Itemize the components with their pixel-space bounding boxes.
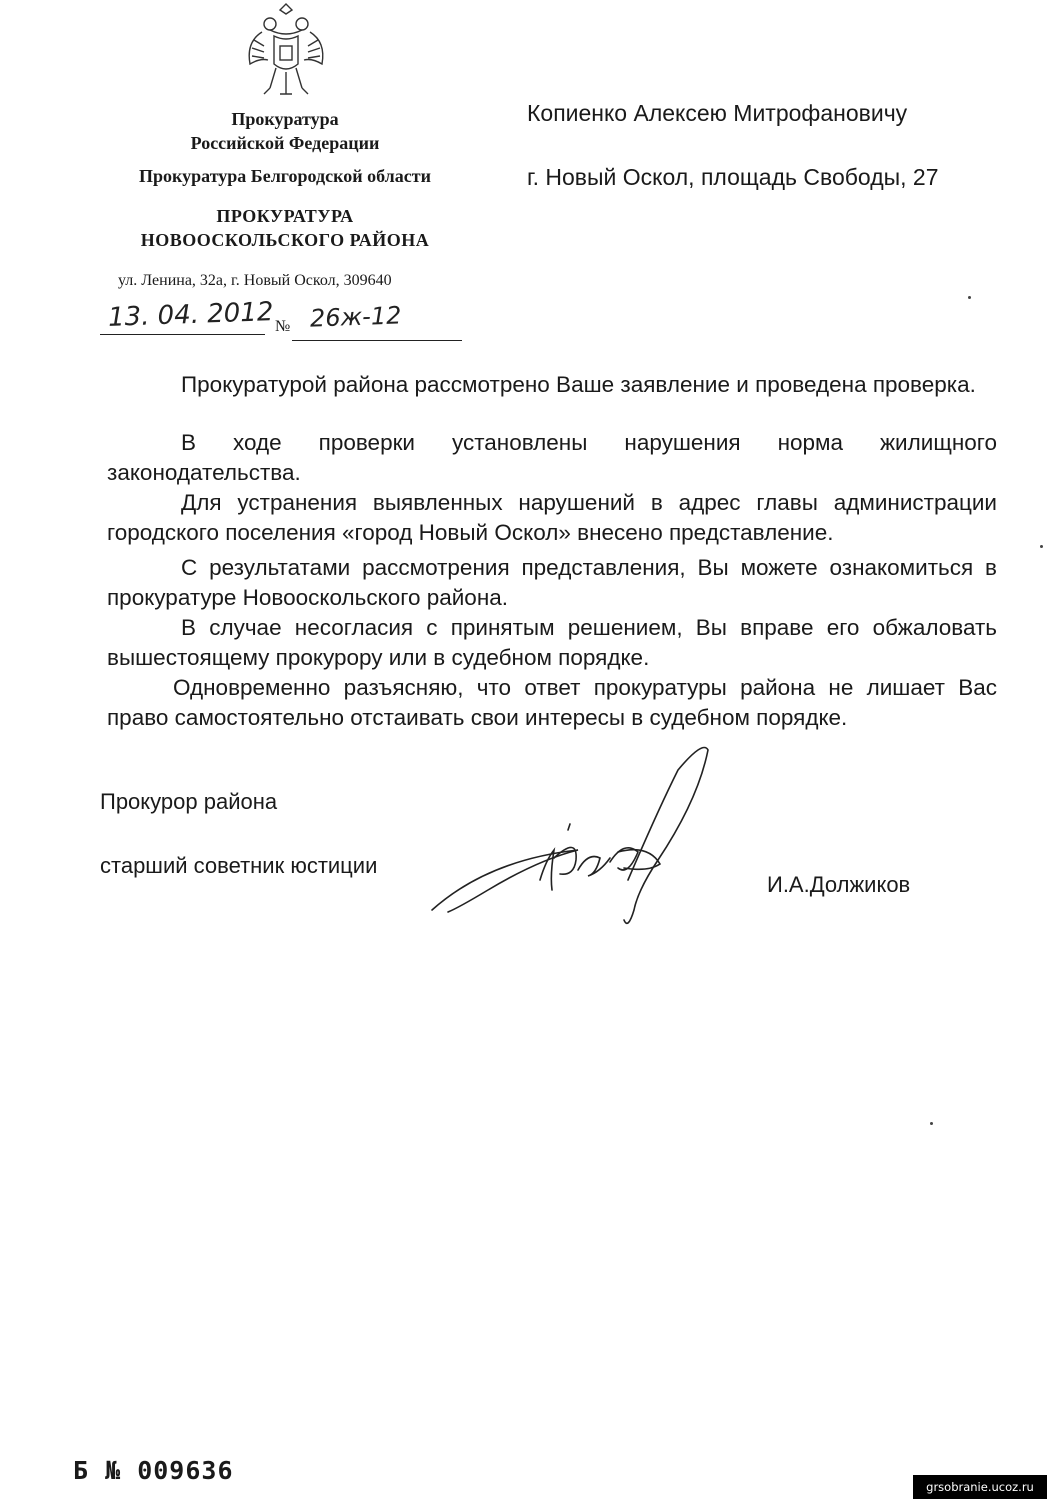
org-name-line: Прокуратура Белгородской области <box>139 166 431 186</box>
signer-name: И.А.Должиков <box>767 872 911 897</box>
body-paragraph: Одновременно разъясняю, что ответ прокуратуры района не лишает Вас право самостоятельно отстаивать свои интересы в судебном порядке. <box>107 675 997 730</box>
handwritten-date: 13. 04. 2012 <box>107 297 274 333</box>
recipient-address: г. Новый Оскол, площадь Свободы, 27 <box>527 164 939 190</box>
handwritten-reg-number: 26ж-12 <box>309 301 402 333</box>
coat-of-arms-icon <box>240 2 332 102</box>
org-name-line: Российской Федерации <box>190 133 380 153</box>
number-underline <box>292 340 462 341</box>
recipient-name: Копиенко Алексею Митрофановичу <box>527 100 908 126</box>
body-paragraph: Прокуратурой района рассмотрено Ваше заявление и проведена проверка. <box>181 372 976 397</box>
scan-speck <box>1040 545 1043 548</box>
scan-speck <box>968 296 971 299</box>
date-underline <box>100 334 265 335</box>
form-serial-number: Б № 009636 <box>73 1456 234 1485</box>
body-paragraph: В ходе проверки установлены нарушения норма жилищного законодательства. <box>107 430 997 485</box>
handwritten-signature <box>428 740 728 940</box>
body-paragraph: В случае несогласия с принятым решением, Вы вправе его обжаловать вышестоящему прокурору или в судебном порядке. <box>107 615 997 670</box>
org-address: ул. Ленина, 32а, г. Новый Оскол, 309640 <box>118 272 392 289</box>
site-watermark: grsobranie.ucoz.ru <box>913 1475 1047 1499</box>
body-paragraph: С результатами рассмотрения представления, Вы можете ознакомиться в прокуратуре Новооскольского района. <box>107 555 997 610</box>
scan-speck <box>930 1122 933 1125</box>
org-name-line: ПРОКУРАТУРА <box>216 206 354 226</box>
org-name-line: НОВООСКОЛЬСКОГО РАЙОНА <box>140 230 430 250</box>
number-sign: № <box>275 318 291 335</box>
signer-rank: старший советник юстиции <box>100 853 378 878</box>
org-name-line: Прокуратура <box>231 109 339 129</box>
body-paragraph: Для устранения выявленных нарушений в адрес главы администрации городского поселения «город Новый Оскол» внесено представление. <box>107 490 997 545</box>
signer-title: Прокурор района <box>100 789 278 814</box>
